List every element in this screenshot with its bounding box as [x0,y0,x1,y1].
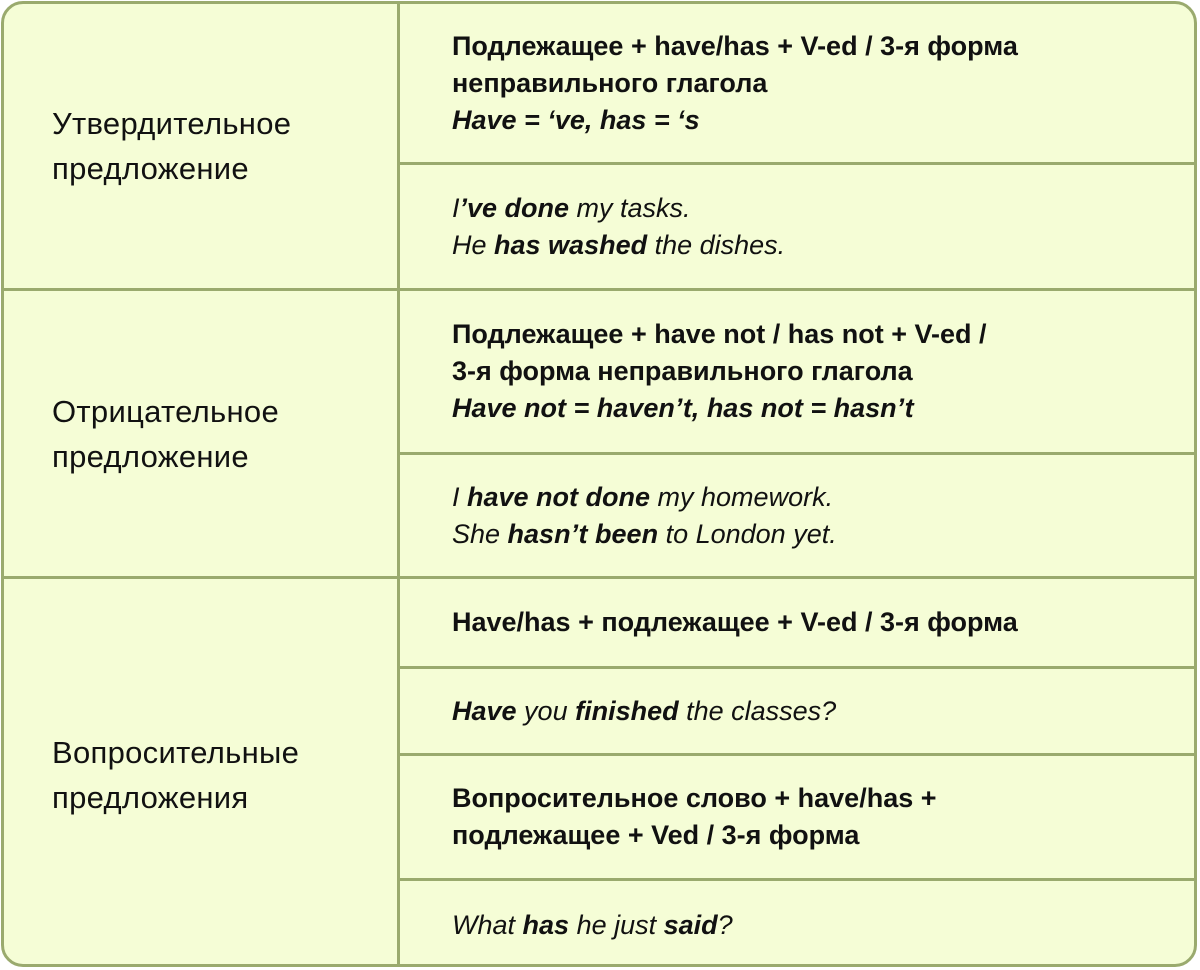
example-verb: have not done [467,481,651,512]
negative-formula-cell [400,291,1194,452]
negative-label-line1: Отрицательное [52,393,279,429]
example-text: the dishes. [647,229,786,260]
negative-formula-line1: Подлежащее + have not / has not + V-ed / [452,319,987,349]
interrogative-row [4,576,1194,967]
interrogative-formula2-line2: подлежащее + Ved / 3-я форма [452,820,860,850]
interrogative-label-line1: Вопросительные [52,734,300,770]
example-verb: has [522,910,570,940]
affirmative-example-cell [400,162,1194,288]
affirmative-formula-line1: Подлежащее + have/has + V-ed / 3-я форма [452,30,1018,61]
example-verb: hasn’t been [507,518,659,549]
interrogative-example1-cell [400,666,1194,753]
example-verb: finished [575,695,679,726]
example-text: you [516,695,576,726]
present-perfect-table [1,1,1197,967]
example-text: my homework. [650,481,834,512]
interrogative-label-line2: предложения [52,779,249,815]
example-verb: Have [452,695,517,726]
example-text: to London yet. [658,518,837,549]
negative-row [4,288,1194,576]
interrogative-formula1-cell [400,579,1194,666]
negative-example-line2 [452,516,1194,553]
interrogative-formula1: Have/has + подлежащее + V-ed / 3-я форма [452,607,1018,637]
negative-contraction: Have not = haven’t, has not = hasn’t [452,393,914,423]
affirmative-label-line1: Утвердительное [52,106,292,141]
negative-formula-line2: 3-я форма неправильного глагола [452,356,913,386]
interrogative-example2-cell [400,878,1194,967]
example-text: What [452,910,523,940]
affirmative-example-line1 [452,190,1194,227]
example-text: he just [569,910,664,940]
example-verb: said [663,910,718,940]
negative-example-line1 [452,479,1194,516]
example-text: ? [717,910,733,940]
example-text: the classes? [678,695,837,726]
affirmative-label-line2: предложение [52,151,249,186]
example-text: She [452,518,508,549]
example-text: I [452,192,460,223]
interrogative-label [4,579,400,967]
affirmative-formula-cell [400,4,1194,162]
interrogative-example2 [452,907,1194,944]
negative-example-cell [400,452,1194,576]
example-text: my tasks. [569,192,691,223]
affirmative-formula-line2: неправильного глагола [452,67,768,98]
interrogative-formula2-cell [400,753,1194,878]
affirmative-example-line2 [452,227,1194,264]
example-verb: has washed [494,229,648,260]
example-verb: ’ve done [459,192,570,223]
example-text: He [452,229,495,260]
interrogative-formula2-line1: Вопросительное слово + have/has + [452,783,937,813]
negative-label-line2: предложение [52,438,249,474]
affirmative-label [4,4,400,288]
example-text: I [452,481,468,512]
affirmative-row [4,4,1194,288]
affirmative-contraction: Have = ‘ve, has = ‘s [452,104,700,135]
negative-label [4,291,400,576]
interrogative-example1 [452,693,1194,730]
